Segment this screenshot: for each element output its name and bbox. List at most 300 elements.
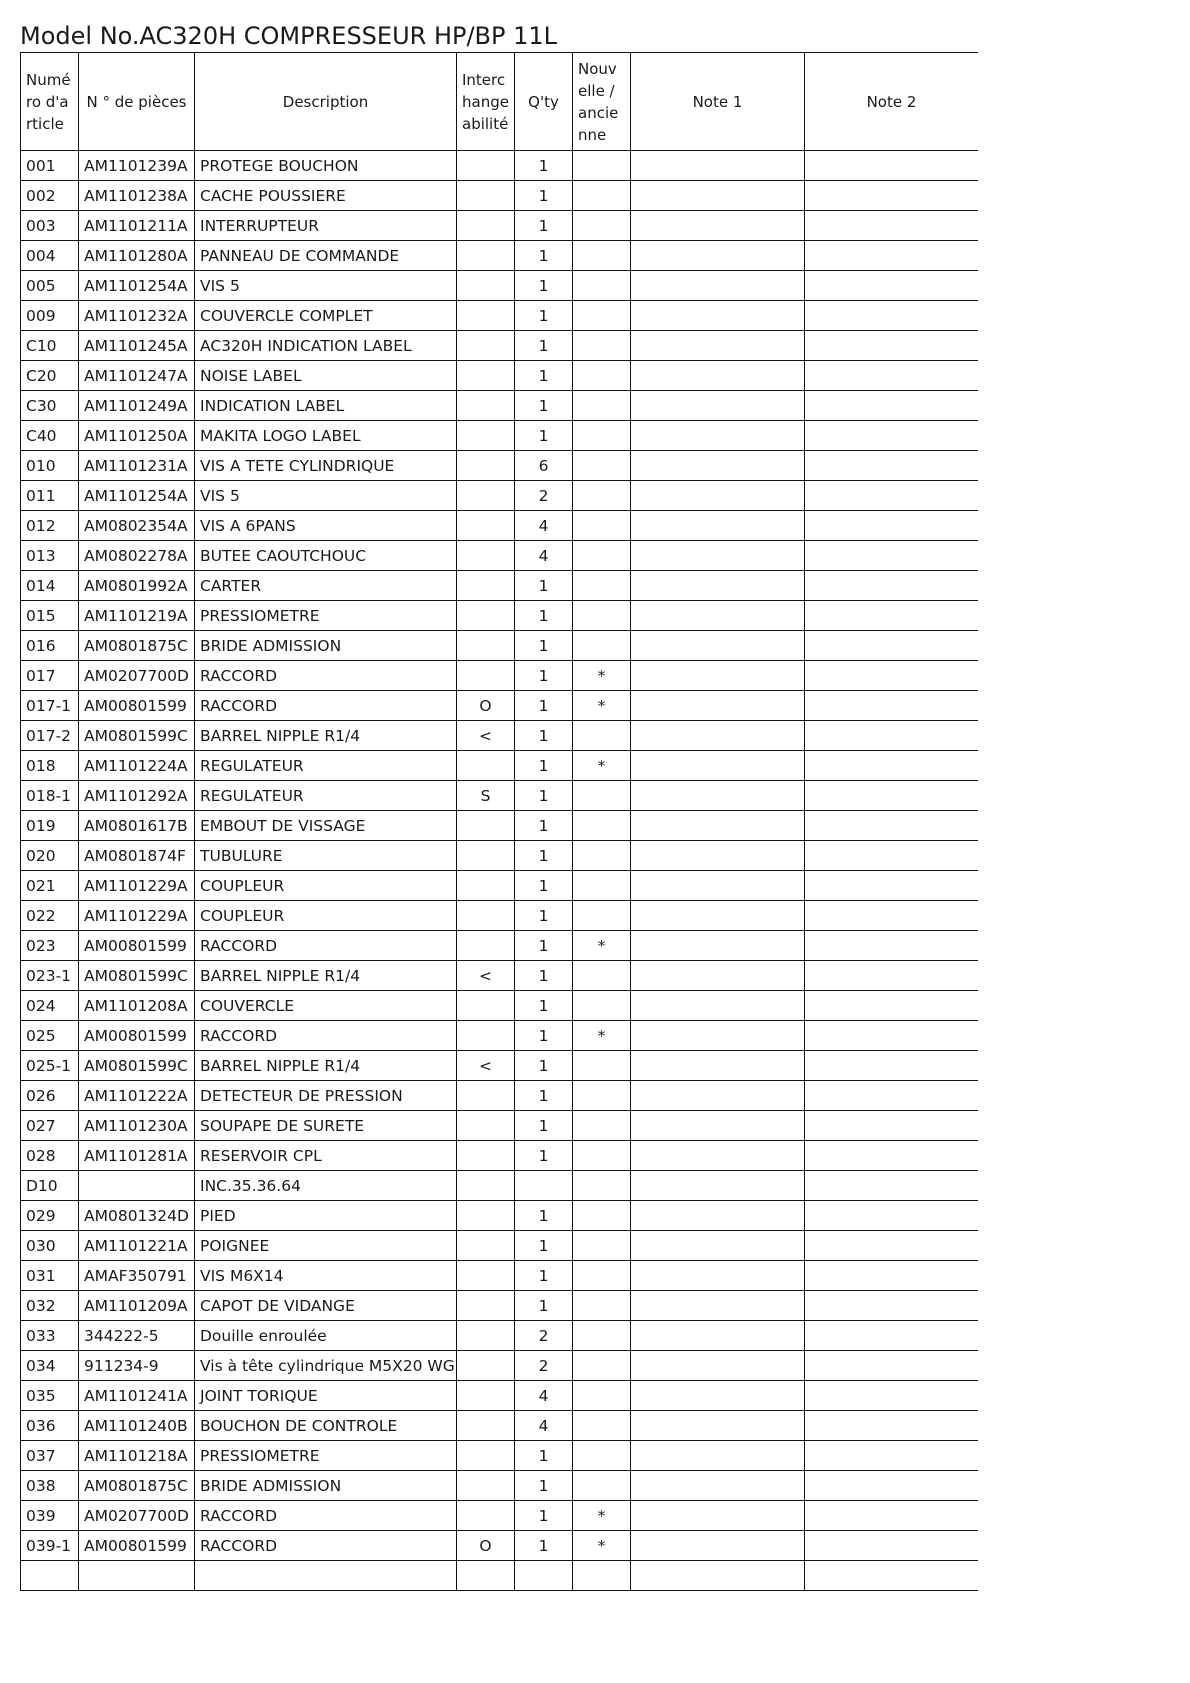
cell-interchangeability [457,361,515,391]
cell-article-number: 004 [21,241,79,271]
cell-quantity: 1 [515,781,573,811]
cell-note-2 [805,211,979,241]
cell-part-number: AM1101254A [79,271,195,301]
cell-note-1 [631,631,805,661]
cell-article-number: 021 [21,871,79,901]
cell-new-old [573,901,631,931]
cell-article-number: 033 [21,1321,79,1351]
cell-new-old [573,1561,631,1591]
table-row [21,1051,979,1081]
cell-quantity: 1 [515,961,573,991]
cell-note-1 [631,901,805,931]
cell-article-number: 025-1 [21,1051,79,1081]
cell-note-2 [805,241,979,271]
cell-new-old [573,1111,631,1141]
cell-note-2 [805,331,979,361]
cell-note-2 [805,961,979,991]
cell-description: BOUCHON DE CONTROLE [195,1411,457,1441]
cell-article-number: 017-1 [21,691,79,721]
cell-description: RACCORD [195,931,457,961]
cell-quantity: 1 [515,151,573,181]
cell-article-number: C40 [21,421,79,451]
cell-description: VIS A TETE CYLINDRIQUE [195,451,457,481]
cell-article-number: 014 [21,571,79,601]
header-note-1: Note 1 [631,53,805,151]
cell-note-1 [631,601,805,631]
cell-note-1 [631,961,805,991]
cell-new-old [573,151,631,181]
cell-article-number: 036 [21,1411,79,1441]
cell-interchangeability: < [457,721,515,751]
cell-note-2 [805,541,979,571]
cell-note-2 [805,1081,979,1111]
cell-article-number [21,1561,79,1591]
table-row [21,1291,979,1321]
cell-article-number: 023-1 [21,961,79,991]
cell-article-number: 001 [21,151,79,181]
cell-part-number: AM1101239A [79,151,195,181]
cell-interchangeability: < [457,1051,515,1081]
cell-part-number: AM1101249A [79,391,195,421]
cell-note-2 [805,181,979,211]
cell-description: COUPLEUR [195,871,457,901]
cell-note-2 [805,991,979,1021]
cell-part-number: AM00801599 [79,1531,195,1561]
cell-note-2 [805,1291,979,1321]
cell-article-number: 023 [21,931,79,961]
cell-quantity: 1 [515,331,573,361]
cell-note-1 [631,1351,805,1381]
table-row [21,691,979,721]
header-article-number: Numéro d'article [21,53,79,151]
table-row [21,601,979,631]
cell-interchangeability [457,1291,515,1321]
cell-description: VIS A 6PANS [195,511,457,541]
cell-note-2 [805,391,979,421]
cell-note-1 [631,1441,805,1471]
cell-part-number [79,1561,195,1591]
cell-new-old: * [573,1501,631,1531]
cell-interchangeability [457,931,515,961]
cell-article-number: 012 [21,511,79,541]
table-row [21,241,979,271]
cell-note-1 [631,1231,805,1261]
cell-article-number: 037 [21,1441,79,1471]
cell-part-number: AM0207700D [79,661,195,691]
cell-part-number: AM1101208A [79,991,195,1021]
table-row [21,421,979,451]
cell-note-2 [805,1411,979,1441]
cell-part-number: AM00801599 [79,931,195,961]
cell-quantity: 4 [515,511,573,541]
cell-part-number: AM1101209A [79,1291,195,1321]
table-row [21,1561,979,1591]
cell-quantity: 1 [515,751,573,781]
cell-new-old [573,1171,631,1201]
cell-quantity: 1 [515,601,573,631]
cell-note-1 [631,721,805,751]
cell-description: NOISE LABEL [195,361,457,391]
table-row [21,271,979,301]
cell-description: RESERVOIR CPL [195,1141,457,1171]
cell-article-number: 032 [21,1291,79,1321]
cell-quantity: 1 [515,841,573,871]
cell-interchangeability [457,451,515,481]
cell-note-2 [805,1111,979,1141]
cell-quantity: 1 [515,1291,573,1321]
cell-note-2 [805,1531,979,1561]
table-row [21,1321,979,1351]
table-row [21,391,979,421]
cell-note-1 [631,391,805,421]
cell-note-2 [805,1021,979,1051]
cell-new-old [573,1321,631,1351]
cell-note-1 [631,751,805,781]
cell-new-old [573,541,631,571]
header-interchangeability: Interchangeabilité [457,53,515,151]
cell-article-number: 013 [21,541,79,571]
cell-note-1 [631,1111,805,1141]
cell-quantity: 1 [515,1081,573,1111]
cell-note-2 [805,271,979,301]
cell-note-2 [805,751,979,781]
cell-note-2 [805,301,979,331]
parts-table [20,52,978,1591]
cell-description: SOUPAPE DE SURETE [195,1111,457,1141]
cell-article-number: 027 [21,1111,79,1141]
table-row [21,1381,979,1411]
cell-quantity: 1 [515,391,573,421]
cell-article-number: 009 [21,301,79,331]
cell-interchangeability [457,1201,515,1231]
cell-new-old [573,871,631,901]
cell-part-number: 911234-9 [79,1351,195,1381]
cell-note-1 [631,481,805,511]
table-row [21,1531,979,1561]
cell-new-old [573,1381,631,1411]
cell-interchangeability [457,1351,515,1381]
cell-new-old [573,1231,631,1261]
cell-article-number: 020 [21,841,79,871]
cell-note-1 [631,1261,805,1291]
table-row [21,1351,979,1381]
table-row [21,1111,979,1141]
table-row [21,481,979,511]
cell-note-1 [631,181,805,211]
cell-quantity: 1 [515,931,573,961]
cell-new-old [573,1081,631,1111]
cell-part-number: AM0801874F [79,841,195,871]
cell-interchangeability [457,1021,515,1051]
cell-part-number: AM0801875C [79,631,195,661]
cell-description: POIGNEE [195,1231,457,1261]
cell-interchangeability [457,391,515,421]
cell-note-2 [805,361,979,391]
cell-part-number: AM00801599 [79,691,195,721]
cell-note-1 [631,811,805,841]
cell-new-old [573,1351,631,1381]
cell-quantity: 1 [515,271,573,301]
cell-note-2 [805,421,979,451]
table-row [21,721,979,751]
cell-interchangeability [457,1231,515,1261]
cell-new-old [573,961,631,991]
cell-part-number: AM1101292A [79,781,195,811]
cell-note-2 [805,631,979,661]
cell-quantity: 1 [515,811,573,841]
cell-note-2 [805,1471,979,1501]
table-row [21,1081,979,1111]
cell-article-number: 018-1 [21,781,79,811]
cell-part-number: AM1101240B [79,1411,195,1441]
cell-interchangeability [457,1081,515,1111]
cell-new-old [573,721,631,751]
cell-interchangeability [457,1321,515,1351]
cell-new-old [573,991,631,1021]
cell-quantity: 1 [515,241,573,271]
cell-description: PRESSIOMETRE [195,1441,457,1471]
cell-interchangeability [457,661,515,691]
cell-note-2 [805,1561,979,1591]
cell-interchangeability: < [457,961,515,991]
cell-quantity: 2 [515,1351,573,1381]
cell-interchangeability [457,991,515,1021]
cell-description: DETECTEUR DE PRESSION [195,1081,457,1111]
cell-description: PANNEAU DE COMMANDE [195,241,457,271]
cell-quantity: 4 [515,541,573,571]
cell-note-1 [631,1051,805,1081]
cell-new-old [573,601,631,631]
cell-description: BUTEE CAOUTCHOUC [195,541,457,571]
cell-new-old [573,331,631,361]
cell-description: COUVERCLE COMPLET [195,301,457,331]
cell-description: JOINT TORIQUE [195,1381,457,1411]
cell-interchangeability [457,1501,515,1531]
header-new-old: Nouvelle / ancienne [573,53,631,151]
cell-description: RACCORD [195,661,457,691]
table-row [21,1441,979,1471]
cell-note-2 [805,901,979,931]
cell-interchangeability [457,541,515,571]
cell-new-old: * [573,1021,631,1051]
cell-description: INTERRUPTEUR [195,211,457,241]
cell-part-number: AM1101222A [79,1081,195,1111]
cell-note-1 [631,301,805,331]
cell-new-old [573,361,631,391]
cell-new-old: * [573,691,631,721]
cell-description: AC320H INDICATION LABEL [195,331,457,361]
header-part-number: N ° de pièces [79,53,195,151]
cell-new-old: * [573,661,631,691]
cell-article-number: 017-2 [21,721,79,751]
cell-interchangeability [457,1111,515,1141]
cell-new-old [573,301,631,331]
cell-interchangeability [457,301,515,331]
cell-description: BARREL NIPPLE R1/4 [195,1051,457,1081]
cell-description: EMBOUT DE VISSAGE [195,811,457,841]
cell-note-2 [805,721,979,751]
cell-note-1 [631,1501,805,1531]
cell-quantity: 1 [515,901,573,931]
header-row [21,53,979,151]
cell-new-old [573,211,631,241]
cell-note-1 [631,1321,805,1351]
cell-interchangeability [457,1381,515,1411]
cell-new-old [573,1261,631,1291]
cell-quantity: 1 [515,421,573,451]
cell-quantity: 2 [515,1321,573,1351]
cell-note-1 [631,541,805,571]
cell-article-number: 011 [21,481,79,511]
cell-quantity: 1 [515,1021,573,1051]
cell-quantity: 1 [515,361,573,391]
cell-note-2 [805,871,979,901]
cell-description: REGULATEUR [195,751,457,781]
cell-article-number: 034 [21,1351,79,1381]
cell-part-number: AM1101211A [79,211,195,241]
cell-note-1 [631,511,805,541]
cell-part-number: AM0801599C [79,1051,195,1081]
table-row [21,991,979,1021]
cell-interchangeability [457,1171,515,1201]
table-row [21,1411,979,1441]
cell-part-number: AM0801599C [79,961,195,991]
cell-note-1 [631,151,805,181]
cell-interchangeability: O [457,691,515,721]
cell-interchangeability [457,841,515,871]
cell-note-2 [805,1141,979,1171]
cell-note-2 [805,841,979,871]
cell-new-old [573,481,631,511]
cell-note-1 [631,1531,805,1561]
cell-interchangeability [457,1141,515,1171]
cell-note-1 [631,1021,805,1051]
table-row [21,511,979,541]
cell-note-1 [631,991,805,1021]
cell-note-2 [805,481,979,511]
table-row [21,901,979,931]
cell-part-number: AM1101281A [79,1141,195,1171]
cell-note-1 [631,871,805,901]
cell-description: INDICATION LABEL [195,391,457,421]
table-row [21,151,979,181]
cell-note-2 [805,661,979,691]
table-row [21,1201,979,1231]
cell-interchangeability [457,1261,515,1291]
table-row [21,1501,979,1531]
cell-description: INC.35.36.64 [195,1171,457,1201]
table-row [21,211,979,241]
cell-note-2 [805,1381,979,1411]
cell-article-number: 031 [21,1261,79,1291]
table-row [21,1471,979,1501]
cell-interchangeability [457,271,515,301]
cell-new-old [573,1291,631,1321]
cell-interchangeability [457,331,515,361]
cell-quantity: 1 [515,1051,573,1081]
cell-new-old: * [573,1531,631,1561]
cell-part-number: AM1101224A [79,751,195,781]
cell-note-2 [805,781,979,811]
cell-note-1 [631,361,805,391]
cell-note-2 [805,451,979,481]
cell-part-number: AM1101231A [79,451,195,481]
cell-note-1 [631,571,805,601]
table-row [21,181,979,211]
table-row [21,811,979,841]
cell-description: CARTER [195,571,457,601]
cell-part-number: AM1101219A [79,601,195,631]
cell-part-number: AM1101221A [79,1231,195,1261]
cell-description: BARREL NIPPLE R1/4 [195,961,457,991]
cell-quantity: 1 [515,1201,573,1231]
cell-interchangeability [457,901,515,931]
table-row [21,1171,979,1201]
document-title: Model No.AC320H COMPRESSEUR HP/BP 11L [20,22,558,50]
cell-new-old [573,181,631,211]
cell-interchangeability: S [457,781,515,811]
cell-article-number: 015 [21,601,79,631]
cell-description: VIS 5 [195,481,457,511]
cell-interchangeability [457,751,515,781]
cell-description: COUPLEUR [195,901,457,931]
cell-description: TUBULURE [195,841,457,871]
cell-quantity: 1 [515,631,573,661]
cell-new-old: * [573,931,631,961]
table-row [21,1141,979,1171]
cell-interchangeability [457,1411,515,1441]
cell-new-old [573,1051,631,1081]
table-row [21,931,979,961]
cell-description: BRIDE ADMISSION [195,1471,457,1501]
cell-quantity: 1 [515,1441,573,1471]
cell-part-number: AM0802278A [79,541,195,571]
table-row [21,661,979,691]
cell-note-2 [805,1051,979,1081]
cell-interchangeability [457,511,515,541]
cell-article-number: 026 [21,1081,79,1111]
cell-note-2 [805,1201,979,1231]
cell-new-old [573,511,631,541]
cell-description: MAKITA LOGO LABEL [195,421,457,451]
cell-description: PIED [195,1201,457,1231]
cell-quantity [515,1171,573,1201]
cell-note-2 [805,1261,979,1291]
cell-note-1 [631,931,805,961]
cell-article-number: 002 [21,181,79,211]
cell-part-number: AM1101229A [79,871,195,901]
cell-quantity: 1 [515,691,573,721]
cell-note-1 [631,1411,805,1441]
cell-note-1 [631,691,805,721]
cell-note-1 [631,1171,805,1201]
table-row [21,451,979,481]
cell-quantity [515,1561,573,1591]
table-row [21,961,979,991]
cell-interchangeability [457,571,515,601]
cell-note-1 [631,1201,805,1231]
cell-interchangeability [457,241,515,271]
cell-part-number: AM1101247A [79,361,195,391]
cell-part-number: AM1101232A [79,301,195,331]
cell-description: RACCORD [195,691,457,721]
cell-note-2 [805,931,979,961]
cell-part-number: AM00801599 [79,1021,195,1051]
cell-article-number: 029 [21,1201,79,1231]
cell-note-2 [805,601,979,631]
cell-part-number: AM1101230A [79,1111,195,1141]
cell-description: CAPOT DE VIDANGE [195,1291,457,1321]
